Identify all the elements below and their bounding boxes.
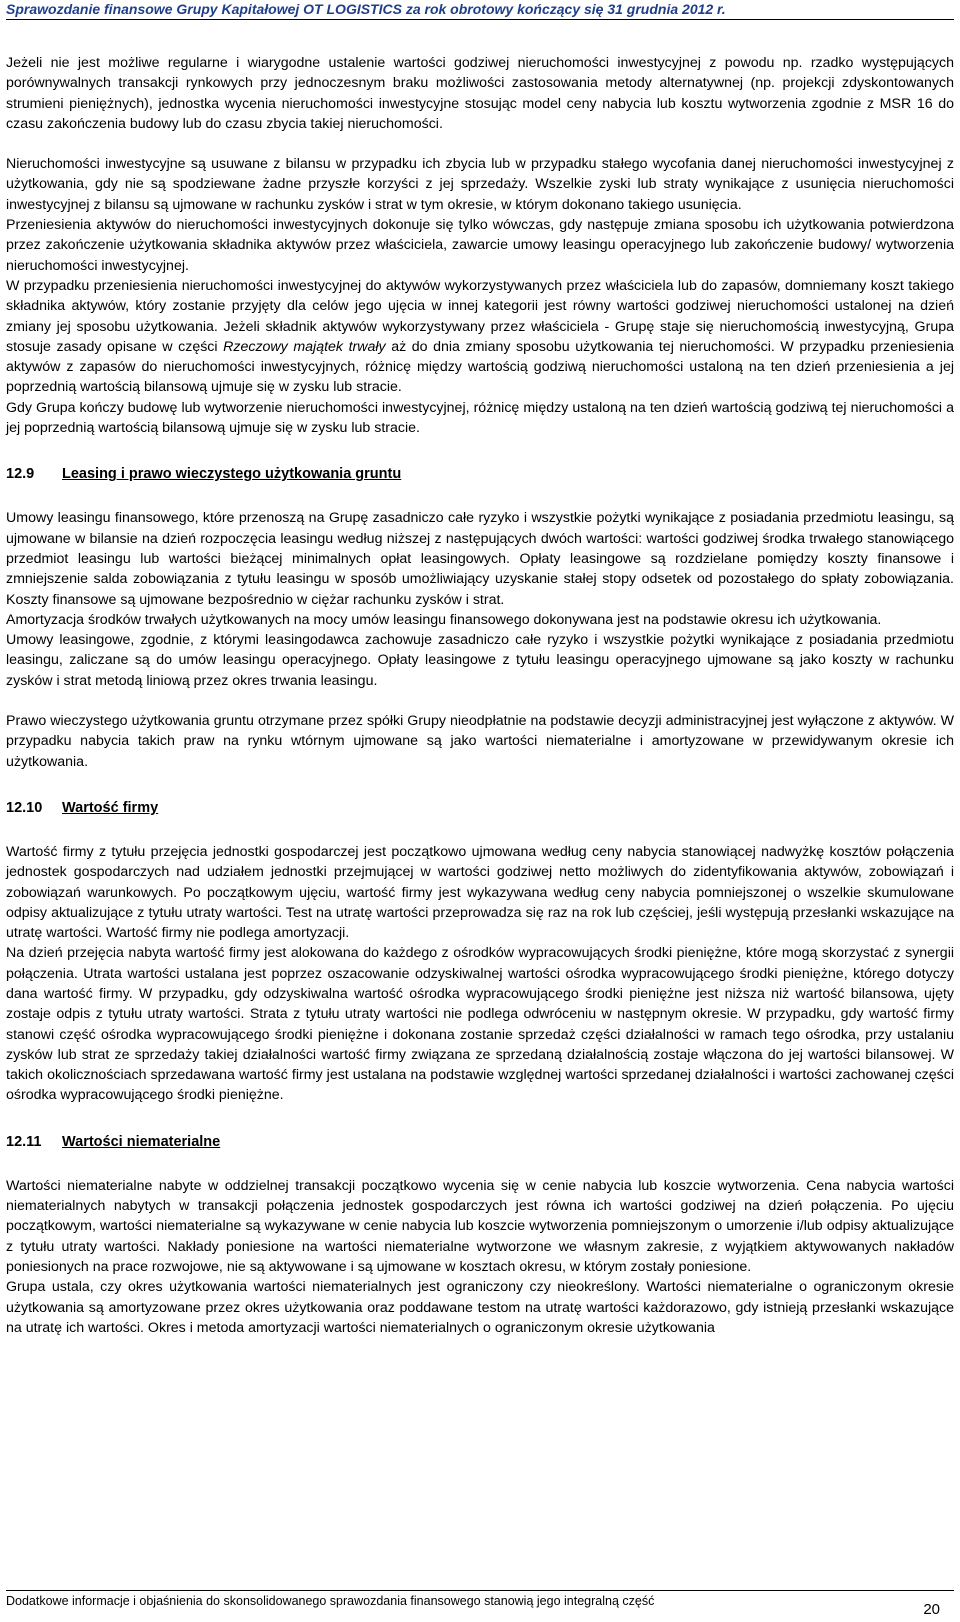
- document-body: [6, 53, 954, 1338]
- section-spacer: [6, 772, 954, 798]
- section-title: Wartość firmy: [62, 799, 159, 816]
- section-heading-leasing: [6, 464, 954, 484]
- paragraph-spacer: [6, 134, 954, 154]
- section-number: 12.9: [6, 466, 35, 483]
- section-heading-goodwill: [6, 798, 954, 818]
- header-title: Sprawozdanie finansowe Grupy Kapitałowej OT LOGISTICS za rok obrotowy kończący się 31 grudnia 2012 r.: [6, 1, 726, 17]
- section-heading-intangibles: [6, 1132, 954, 1152]
- section-spacer: [6, 484, 954, 508]
- paragraph-transfers-to: Przeniesienia aktywów do nieruchomości inwestycyjnych dokonuje się tylko wówczas, gdy następuje zmiana sposobu ich użytkowania potwierdzona przez zakończenie użytkowania składnika aktywów przez właściciela, zawarcie umowy leasingu operacyjnego lub zakończenie budowy/ wytworzenia nieruchomości inwestycyjnej.: [6, 217, 954, 274]
- section-number: 12.11: [6, 1133, 42, 1150]
- paragraph-derecognition: Nieruchomości inwestycyjne są usuwane z bilansu w przypadku ich zbycia lub w przypadku stałego wycofania danej nieruchomości inwestycyjnej z użytkowania, gdy nie są spodziewane żadne przyszłe korzyści z jej sprzedaży. Wszelkie zyski lub straty wynikające z usunięcia nieruchomości inwestycyjnej z bilansu są ujmowane w rachunku zysków i strat w tym okresie, w którym dokonano takiego usunięcia.: [6, 156, 954, 213]
- paragraph-finance-lease: Umowy leasingu finansowego, które przenoszą na Grupę zasadniczo całe ryzyko i wszystkie pożytki wynikające z posiadania przedmiotu leasingu, są ujmowane w bilansie na dzień rozpoczęcia leasingu według niższej z następujących dwóch wartości: wartości godziwej środka trwałego stanowiącego przedmiot leasingu lub wartości bieżącej minimalnych opłat leasingowych. Opłaty leasingowe są rozdzielane pomiędzy koszty finansowe i zmniejszenie salda zobowiązania z tytułu leasingu w sposób umożliwiający uzyskanie stałej stopy odsetek od pozostałego do spłaty zobowiązania. Koszty finansowe są ujmowane bezpośrednio w ciężar rachunku zysków i strat.: [6, 510, 954, 608]
- paragraph-operating-lease: Umowy leasingowe, zgodnie, z którymi leasingodawca zachowuje zasadniczo całe ryzyko i wszystkie pożytki wynikające z posiadania przedmiotu leasingu, zaliczane są do umów leasingu operacyjnego. Opłaty leasingowe z tytułu leasingu operacyjnego ujmowane są jako koszty w rachunku zysków i strat metodą liniową przez okres trwania leasingu.: [6, 632, 954, 689]
- page-footer: [6, 1590, 954, 1609]
- paragraph-goodwill-initial: Wartość firmy z tytułu przejęcia jednostki gospodarczej jest początkowo ujmowana według ceny nabycia stanowiącej nadwyżkę kosztów połączenia jednostek gospodarczych nad udziałem jednostki przejmującej w wartości godziwej netto możliwych do zidentyfikowania aktywów, zobowiązań i zobowiązań warunkowych. Po początkowym ujęciu, wartość firmy jest wykazywana według ceny nabycia pomniejszonej o wszelkie skumulowane odpisy aktualizujące z tytułu utraty wartości. Test na utratę wartości przeprowadza się raz na rok lub częściej, jeśli występują przesłanki wskazujące na utratę wartości. Wartość firmy nie podlega amortyzacji.: [6, 843, 954, 942]
- section-spacer: [6, 438, 954, 464]
- section-spacer: [6, 1106, 954, 1132]
- footer-text: Dodatkowe informacje i objaśnienia do skonsolidowanego sprawozdania finansowego stanowią jego integralną część: [6, 1594, 655, 1608]
- paragraph-spacer: [6, 691, 954, 711]
- footer-divider: [6, 1590, 954, 1591]
- paragraph-lease-depreciation: Amortyzacja środków trwałych użytkowanych na mocy umów leasingu finansowego dokonywana jest na podstawie okresu ich użytkowania.: [6, 611, 882, 628]
- paragraph-perpetual-usufruct: Prawo wieczystego użytkowania gruntu otrzymane przez spółki Grupy nieodpłatnie na podstawie decyzji administracyjnej jest wyłączone z aktywów. W przypadku nabycia takich praw na rynku wtórnym ujmowane są jako wartości niematerialne i amortyzowane w przewidywanym okresie ich użytkowania.: [6, 713, 954, 770]
- page-header: [6, 0, 954, 19]
- paragraph-transfers-from: [6, 276, 954, 398]
- section-number: 12.10: [6, 799, 43, 816]
- paragraph-fair-value-unavailable: Jeżeli nie jest możliwe regularne i wiarygodne ustalenie wartości godziwej nieruchomości inwestycyjnej z powodu np. rzadko występujących porównywalnych transakcji rynkowych przy jednoczesnym braku możliwości zastosowania metody alternatywnej (np. projekcji zdyskontowanych strumieni pieniężnych), jednostka wycenia nieruchomości inwestycyjne stosując model ceny nabycia lub kosztu wytworzenia zgodnie z MSR 16 do czasu zakończenia budowy lub do czasu zbycia takiej nieruchomości.: [6, 55, 954, 132]
- section-title: Leasing i prawo wieczystego użytkowania gruntu: [62, 466, 402, 483]
- paragraph-intangibles-useful-life: Grupa ustala, czy okres użytkowania wartości niematerialnych jest ograniczony czy nieokreślony. Wartości niematerialne o ograniczonym okresie użytkowania są amortyzowane przez okres użytkowania oraz poddawane testom na utratę wartości każdorazowo, gdy istnieją przesłanki wskazujące na utratę ich wartości. Okres i metoda amortyzacji wartości niematerialnych o ograniczonym okresie użytkowania: [6, 1279, 954, 1336]
- paragraph-intangibles-initial: Wartości niematerialne nabyte w oddzielnej transakcji początkowo wycenia się w cenie nabycia lub koszcie wytworzenia. Cena nabycia wartości niematerialnych nabytych w transakcji połączenia jednostek gospodarczych jest równa ich wartości godziwej na dzień połączenia. Po ujęciu początkowym, wartości niematerialne są wykazywane w cenie nabycia lub koszcie wytworzenia pomniejszonym o umorzenie i/lub odpisy aktualizujące z tytułu utraty wartości. Nakłady poniesione na wartości niematerialne wytworzone we własnym zakresie, z wyjątkiem aktywowanych nakładów poniesionych na prace rozwojowe, nie są aktywowane i są ujmowane w kosztach okresu, w którym zostały poniesione.: [6, 1177, 954, 1275]
- page-number: 20: [923, 1601, 940, 1618]
- section-title: Wartości niematerialne: [62, 1133, 221, 1150]
- paragraph-transfers-from-part2: aż do dnia zmiany sposobu użytkowania tej nieruchomości. W przypadku przeniesienia aktywów z zapasów do nieruchomości inwestycyjnych, różnicę między wartością godziwą nieruchomości ustaloną na ten dzień przeniesienia a jej poprzednią wartością bilansową ujmuje się w zysku lub stracie.: [6, 338, 954, 396]
- paragraph-construction-completed: Gdy Grupa kończy budowę lub wytworzenie nieruchomości inwestycyjnej, różnicę między ustaloną na ten dzień wartością godziwą tej nieruchomości a jej poprzednią wartością bilansową ujmuje się w zysku lub stracie.: [6, 399, 954, 437]
- section-spacer: [6, 818, 954, 842]
- paragraph-goodwill-allocation: Na dzień przejęcia nabyta wartość firmy jest alokowana do każdego z ośrodków wypracowujących środki pieniężne, które mogą skorzystać z synergii połączenia. Utrata wartości ustalana jest poprzez oszacowanie odzyskiwalnej wartości ośrodka wypracowującego środki pieniężne, którego dotyczy dana wartość firmy. W przypadku, gdy odzyskiwalna wartość ośrodka wypracowującego środki pieniężne jest niższa niż wartość bilansowa, ujęty zostaje odpis z tytułu utraty wartości. Strata z tytułu utraty wartości nie podlega odwróceniu w następnym okresie. W przypadku, gdy wartość firmy stanowi część ośrodka wypracowującego środki pieniężne i dokonana zostanie sprzedaż części działalności w ramach tego ośrodka, przy ustalaniu zysków lub strat ze sprzedaży takiej działalności wartość firmy związana ze sprzedaną działalnością zostaje włączona do jej wartości bilansowej. W takich okolicznościach sprzedawana wartość firmy jest ustalana na podstawie względnej wartości sprzedanej działalności i wartości zachowanej części ośrodka wypracowującego środki pieniężne.: [6, 945, 954, 1104]
- header-divider: [6, 19, 954, 20]
- section-spacer: [6, 1152, 954, 1176]
- reference-italic: Rzeczowy majątek trwały: [223, 338, 386, 355]
- paragraph-transfers-from-part1: W przypadku przeniesienia nieruchomości inwestycyjnej do aktywów wykorzystywanych przez właściciela lub do zapasów, domniemany koszt takiego składnika aktywów, który zostanie przyjęty dla celów jego ujęcia w innej kategorii jest równy wartości godziwej nieruchomości ustalonej na dzień zmiany jej sposobu użytkowania. Jeżeli składnik aktywów wykorzystywany przez właściciela - Grupę staje się nieruchomością inwestycyjną, Grupa stosuje zasady opisane w części: [6, 277, 954, 355]
